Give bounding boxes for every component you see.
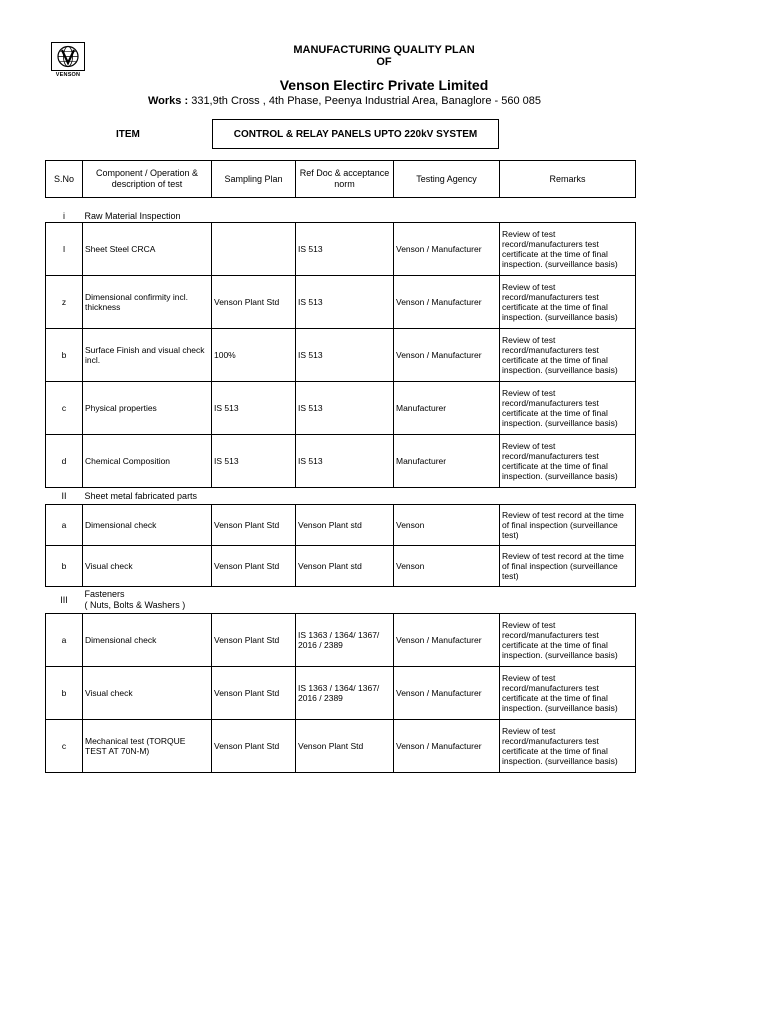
cell-remarks: Review of test record/manufacturers test certificate at the time of final inspection. (surveillance basis) <box>500 614 636 667</box>
cell-testing-agency: Venson / Manufacturer <box>394 614 500 667</box>
table-row <box>46 505 636 546</box>
company-name: Venson Electirc Private Limited <box>279 77 489 93</box>
section-title <box>83 587 636 614</box>
cell-component: Mechanical test (TORQUE TEST AT 70N-M) <box>83 720 212 773</box>
cell-remarks: Review of test record/manufacturers test certificate at the time of final inspection. (surveillance basis) <box>500 223 636 276</box>
cell-sno: c <box>46 720 83 773</box>
section-title: Raw Material Inspection <box>84 211 181 222</box>
section-title-line2: ( Nuts, Bolts & Washers ) <box>84 600 186 610</box>
cell-testing-agency: Venson / Manufacturer <box>394 276 500 329</box>
cell-sampling-plan: Venson Plant Std <box>212 667 296 720</box>
cell-remarks: Review of test record/manufacturers test certificate at the time of final inspection. (surveillance basis) <box>500 329 636 382</box>
section-title-line1: Fasteners <box>84 589 125 600</box>
document-title: MANUFACTURING QUALITY PLAN <box>293 44 475 56</box>
cell-component: Visual check <box>83 546 212 587</box>
table-row <box>46 720 636 773</box>
cell-testing-agency: Venson <box>394 505 500 546</box>
cell-testing-agency: Venson / Manufacturer <box>394 667 500 720</box>
cell-testing-agency: Venson / Manufacturer <box>394 720 500 773</box>
header-sampling-plan: Sampling Plan <box>212 161 296 198</box>
header-ref-doc: Ref Doc & acceptance norm <box>296 161 394 198</box>
cell-testing-agency: Venson / Manufacturer <box>394 329 500 382</box>
cell-component: Dimensional check <box>83 505 212 546</box>
table-row <box>46 435 636 488</box>
cell-testing-agency: Manufacturer <box>394 382 500 435</box>
cell-sno: d <box>46 435 83 488</box>
cell-remarks: Review of test record/manufacturers test certificate at the time of final inspection. (surveillance basis) <box>500 435 636 488</box>
cell-sampling-plan: 100% <box>212 329 296 382</box>
cell-sno: I <box>46 223 83 276</box>
works-label: Works : <box>148 95 189 107</box>
cell-testing-agency: Venson / Manufacturer <box>394 223 500 276</box>
cell-remarks: Review of test record at the time of final inspection (surveillance test) <box>500 505 636 546</box>
cell-component: Dimensional confirmity incl. thickness <box>83 276 212 329</box>
section-number: III <box>60 594 68 605</box>
cell-sampling-plan: IS 513 <box>212 382 296 435</box>
cell-ref-doc: Venson Plant Std <box>296 720 394 773</box>
item-value: CONTROL & RELAY PANELS UPTO 220kV SYSTEM <box>233 128 478 140</box>
cell-sampling-plan: Venson Plant Std <box>212 614 296 667</box>
item-label: ITEM <box>116 129 140 140</box>
table-row <box>46 614 636 667</box>
cell-ref-doc: IS 513 <box>296 329 394 382</box>
section-row <box>46 587 636 614</box>
cell-ref-doc: IS 513 <box>296 435 394 488</box>
cell-sno: c <box>46 382 83 435</box>
cell-sampling-plan: Venson Plant Std <box>212 505 296 546</box>
cell-testing-agency: Manufacturer <box>394 435 500 488</box>
table-row <box>46 546 636 587</box>
table-row <box>46 667 636 720</box>
cell-sno: a <box>46 505 83 546</box>
section-row <box>46 488 636 505</box>
works-address <box>148 95 541 107</box>
cell-remarks: Review of test record/manufacturers test certificate at the time of final inspection. (surveillance basis) <box>500 382 636 435</box>
cell-ref-doc: Venson Plant std <box>296 505 394 546</box>
section-title: Sheet metal fabricated parts <box>84 490 198 501</box>
cell-component: Chemical Composition <box>83 435 212 488</box>
cell-sampling-plan <box>212 223 296 276</box>
table-row <box>46 329 636 382</box>
cell-sampling-plan: IS 513 <box>212 435 296 488</box>
cell-component: Sheet Steel CRCA <box>83 223 212 276</box>
cell-component: Dimensional check <box>83 614 212 667</box>
header-component: Component / Operation & description of test <box>83 161 212 198</box>
header-testing-agency: Testing Agency <box>394 161 500 198</box>
table-row <box>46 382 636 435</box>
section-number: i <box>63 211 65 222</box>
cell-ref-doc: IS 1363 / 1364/ 1367/ 2016 / 2389 <box>296 614 394 667</box>
header-remarks: Remarks <box>500 161 636 198</box>
section-number: II <box>61 490 67 501</box>
cell-sno: b <box>46 546 83 587</box>
works-address-text: 331,9th Cross , 4th Phase, Peenya Industrial Area, Banaglore - 560 085 <box>191 95 541 107</box>
quality-plan-table <box>45 160 636 773</box>
cell-sno: z <box>46 276 83 329</box>
cell-sno: a <box>46 614 83 667</box>
cell-ref-doc: IS 513 <box>296 223 394 276</box>
document-title-of: OF <box>376 56 392 68</box>
cell-ref-doc: Venson Plant std <box>296 546 394 587</box>
header-sno: S.No <box>46 161 83 198</box>
cell-component: Visual check <box>83 667 212 720</box>
cell-sno: b <box>46 329 83 382</box>
cell-remarks: Review of test record at the time of final inspection (surveillance test) <box>500 546 636 587</box>
cell-testing-agency: Venson <box>394 546 500 587</box>
table-row <box>46 223 636 276</box>
cell-sampling-plan: Venson Plant Std <box>212 720 296 773</box>
cell-component: Physical properties <box>83 382 212 435</box>
item-value-box <box>212 119 499 149</box>
section-row <box>46 198 636 223</box>
cell-ref-doc: IS 513 <box>296 276 394 329</box>
cell-remarks: Review of test record/manufacturers test certificate at the time of final inspection. (surveillance basis) <box>500 720 636 773</box>
table-header-row <box>46 161 636 198</box>
cell-ref-doc: IS 1363 / 1364/ 1367/ 2016 / 2389 <box>296 667 394 720</box>
cell-remarks: Review of test record/manufacturers test certificate at the time of final inspection. (surveillance basis) <box>500 276 636 329</box>
cell-ref-doc: IS 513 <box>296 382 394 435</box>
cell-remarks: Review of test record/manufacturers test certificate at the time of final inspection. (surveillance basis) <box>500 667 636 720</box>
cell-component: Surface Finish and visual check incl. <box>83 329 212 382</box>
table-row <box>46 276 636 329</box>
logo-text: VENSON <box>55 72 81 78</box>
cell-sampling-plan: Venson Plant Std <box>212 276 296 329</box>
cell-sno: b <box>46 667 83 720</box>
cell-sampling-plan: Venson Plant Std <box>212 546 296 587</box>
